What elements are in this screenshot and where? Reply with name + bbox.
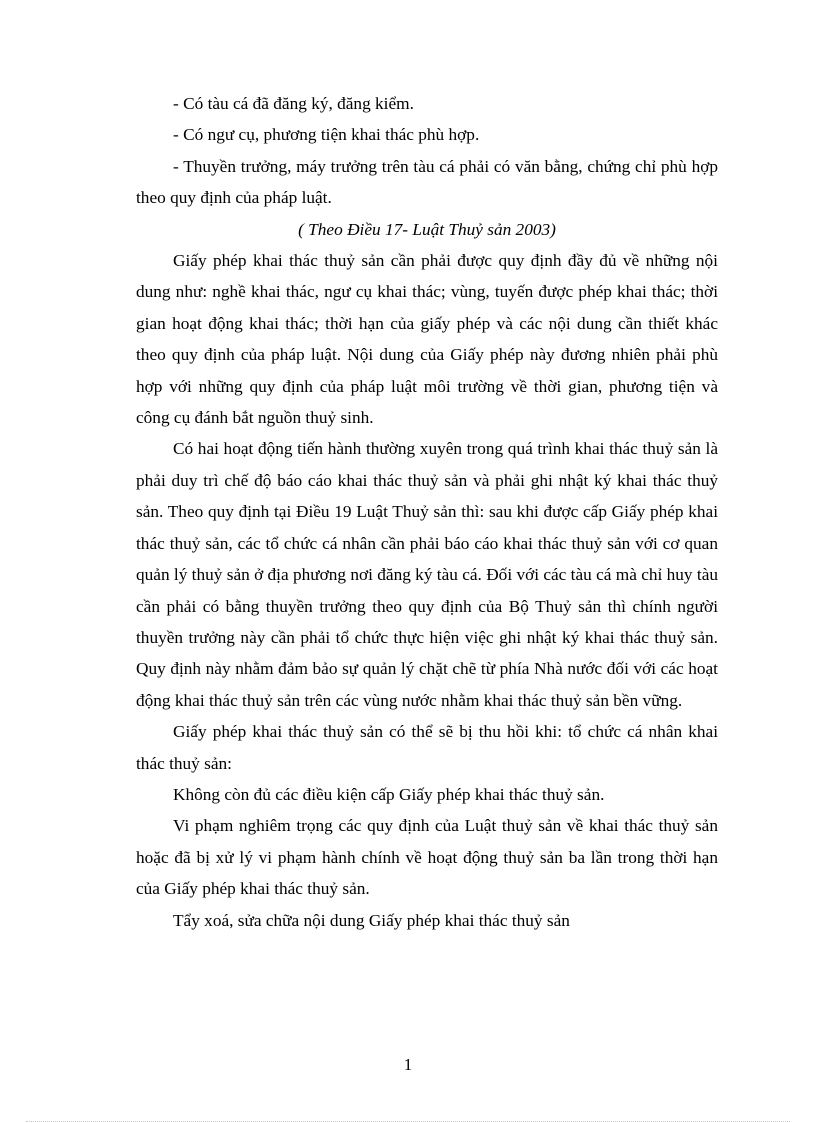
document-page — [136, 88, 718, 936]
page-number: 1 — [403, 1055, 413, 1074]
revocation-condition-2: Vi phạm nghiêm trọng các quy định của Luật thuỷ sản về khai thác thuỷ sản hoặc đã bị xử lý vi phạm hành chính về hoạt động thuỷ sản ba lần trong thời hạn của Giấy phép khai thác thuỷ sản. — [136, 816, 718, 899]
revocation-condition-3: Tẩy xoá, sửa chữa nội dung Giấy phép khai thác thuỷ sản — [173, 910, 570, 930]
bullet-registered-vessel: - Có tàu cá đã đăng ký, đăng kiểm. — [173, 94, 414, 113]
revocation-condition-1: Không còn đủ các điều kiện cấp Giấy phép khai thác thuỷ sản. — [173, 784, 605, 804]
law-citation: ( Theo Điều 17- Luật Thuỷ sản 2003) — [298, 219, 556, 239]
bullet-captain-certificate: - Thuyền trưởng, máy trưởng trên tàu cá phải có văn bằng, chứng chỉ phù hợp theo quy định của pháp luật. — [136, 156, 718, 208]
page-bottom-divider — [26, 1121, 790, 1122]
bullet-fishing-gear: - Có ngư cụ, phương tiện khai thác phù hợp. — [173, 125, 480, 145]
paragraph-license-content: Giấy phép khai thác thuỷ sản cần phải được quy định đầy đủ về những nội dung như: nghề khai thác, ngư cụ khai thác; vùng, tuyến được phép khai thác; thời gian hoạt động khai thác; thời hạn của giấy phép và các nội dung cần thiết khác theo quy định của pháp luật. Nội dung của Giấy phép này đương nhiên phải phù hợp với những quy định của pháp luật môi trường về thời gian, phương tiện và công cụ đánh bắt nguồn thuỷ sinh. — [136, 251, 718, 428]
paragraph-license-revocation: Giấy phép khai thác thuỷ sản có thể sẽ bị thu hồi khi: tổ chức cá nhân khai thác thuỷ sản: — [136, 722, 718, 773]
paragraph-reporting-logbook: Có hai hoạt động tiến hành thường xuyên trong quá trình khai thác thuỷ sản là phải duy trì chế độ báo cáo khai thác thuỷ sản và phải ghi nhật ký khai thác thuỷ sản. Theo quy định tại Điều 19 Luật Thuỷ sản thì: sau khi được cấp Giấy phép khai thác thuỷ sản, các tổ chức cá nhân cần phải báo cáo khai thác thuỷ sản với cơ quan quản lý thuỷ sản ở địa phương nơi đăng ký tàu cá. Đối với các tàu cá mà chỉ huy tàu cần phải có bằng thuyền trưởng theo quy định của Bộ Thuỷ sản thì chính người thuyền trưởng này cần phải tổ chức thực hiện việc ghi nhật ký khai thác thuỷ sản. Quy định này nhằm đảm bảo sự quản lý chặt chẽ từ phía Nhà nước đối với các hoạt động khai thác thuỷ sản trên các vùng nước nhằm khai thác thuỷ sản bền vững. — [136, 439, 718, 710]
